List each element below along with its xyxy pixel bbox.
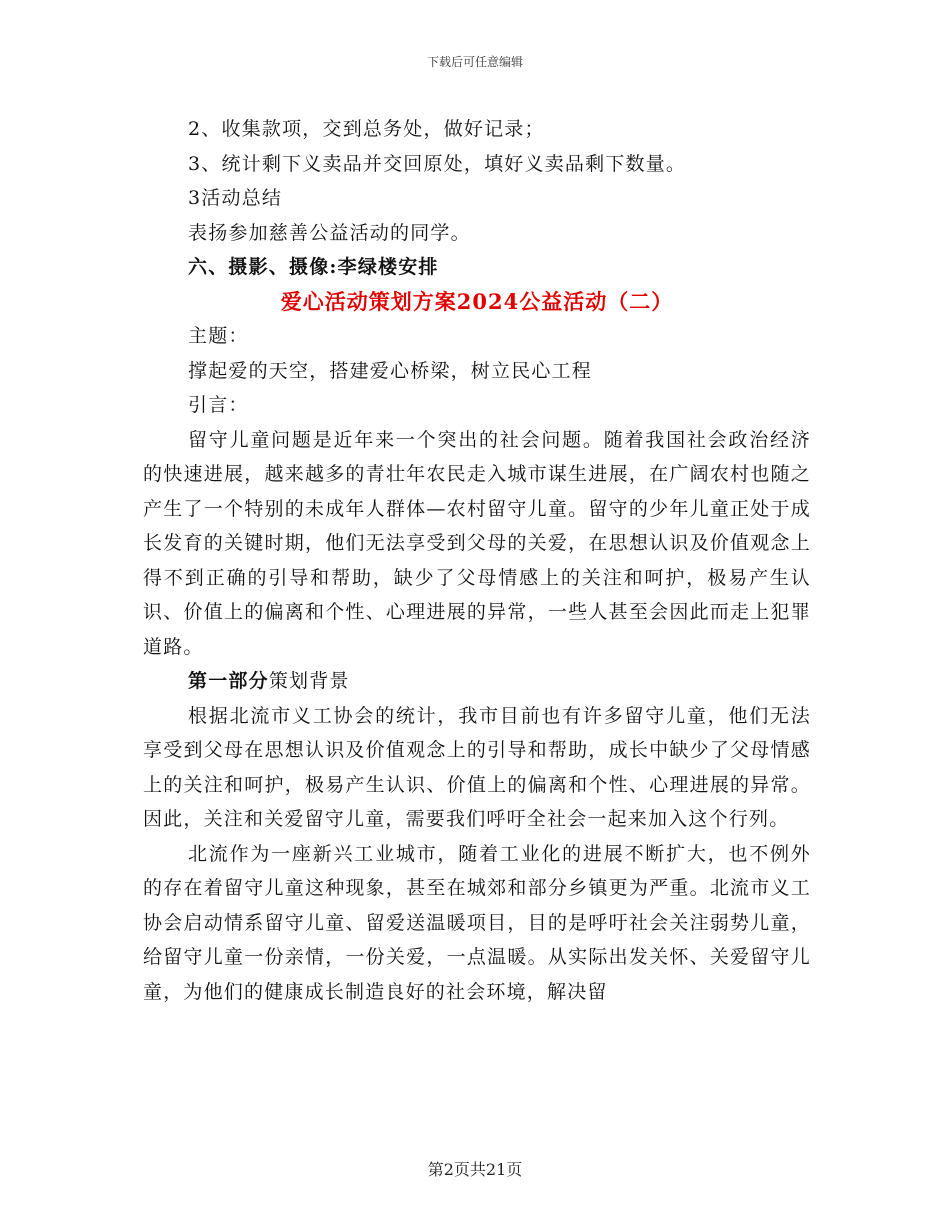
list-item-2: 2、收集款项，交到总务处，做好记录； [188,118,545,140]
document-title: 爱心活动策划方案2024公益活动（二） [280,288,674,314]
background-paragraph-1: 根据北流市义工协会的统计，我市目前也有许多留守儿童，他们无法享受到父母在思想认识及价值观念上的引导和帮助，成长中缺少了父母情感上的关注和呵护，极易产生认识、价值上的偏离和个性、心理进展的异常。因此，关注和关爱留守儿童，需要我们呼吁全社会一起来加入这个行列。 [143,704,811,830]
background-paragraph-2: 北流作为一座新兴工业城市，随着工业化的进展不断扩大，也不例外的存在着留守儿童这种现象，甚至在城郊和部分乡镇更为严重。北流市义工协会启动情系留守儿童、留爱送温暖项目，目的是呼吁社会关注弱势儿童，给留守儿童一份亲情，一份关爱，一点温暖。从实际出发关怀、关爱留守儿童，为他们的健康成长制造良好的社会环境，解决留 [143,842,811,1003]
theme-text: 撑起爱的天空，搭建爱心桥梁，树立民心工程 [188,359,593,382]
section-one-number: 第一部分 [188,670,269,692]
page-footer: 第2页共21页 [427,1160,523,1179]
section-six-heading: 六、摄影、摄像:李绿楼安排 [188,256,439,278]
section-one-title: 策划背景 [268,670,350,692]
summary-text: 表扬参加慈善公益活动的同学。 [188,221,471,244]
theme-label: 主题： [188,325,249,347]
page-header: 下载后可任意编辑 [426,55,523,69]
document-body [143,112,811,1009]
subheading-summary: 3活动总结 [188,187,283,209]
section-one-heading [143,664,811,699]
intro-label: 引言： [188,394,249,416]
list-item-3: 3、统计剩下义卖品并交回原处，填好义卖品剩下数量。 [188,152,687,175]
intro-paragraph: 留守儿童问题是近年来一个突出的社会问题。随着我国社会政治经济的快速进展，越来越多的青壮年农民走入城市谋生进展，在广阔农村也随之产生了一个特别的未成年人群体—农村留守儿童。留守的少年儿童正处于成长发育的关键时期，他们无法享受到父母的关爱，在思想认识及价值观念上得不到正确的引导和帮助，缺少了父母情感上的关注和呵护，极易产生认识、价值上的偏离和个性、心理进展的异常，一些人甚至会因此而走上犯罪道路。 [143,428,811,658]
